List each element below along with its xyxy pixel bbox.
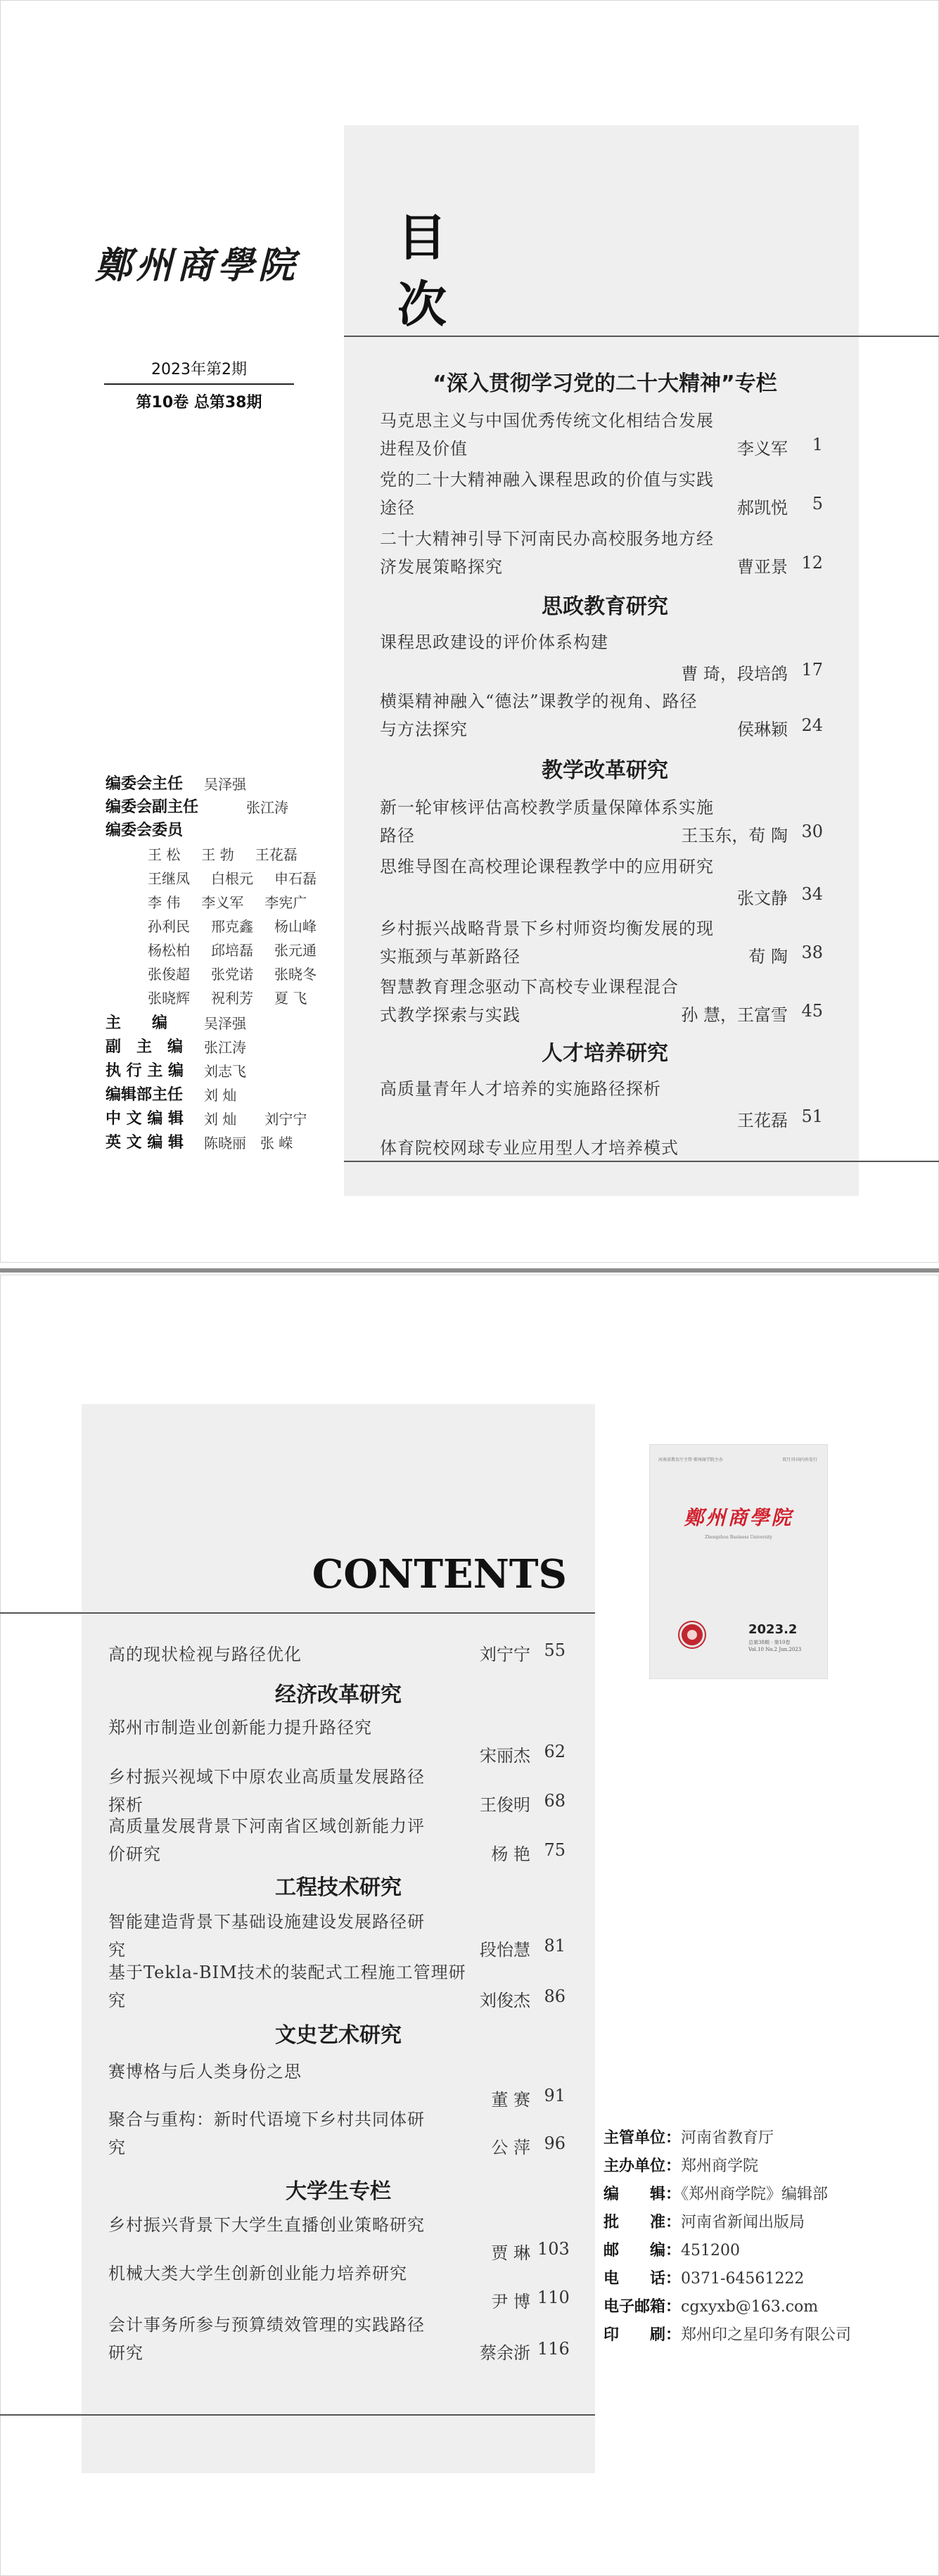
toc-entry-author: 侯琳颖 [737, 720, 788, 739]
toc-entry-page: 103 [537, 2239, 570, 2259]
issue-info [104, 357, 294, 412]
cover-subtitle: Zhengzhou Business University [705, 1535, 772, 1540]
editor-label: 主 编 [106, 1014, 168, 1032]
dept-head-label: 编辑部主任 [106, 1086, 184, 1104]
toc-entry-page: 38 [801, 943, 823, 962]
toc-entry[interactable] [380, 1075, 823, 1133]
toc-entry-author: 曹 琦，段培鸽 [681, 664, 788, 684]
toc-entry-page: 81 [544, 1936, 566, 1956]
section-heading-ideology: 思政教育研究 [542, 594, 668, 619]
cover-top-right-text: 双月刊·国内外发行 [782, 1458, 817, 1462]
toc-entry-author: 李义军 [737, 439, 788, 459]
toc-entry-title: 乡村振兴背景下大学生直播创业策略研究 [108, 2215, 425, 2235]
toc-entry-title: 高的现状检视与路径优化 [108, 1645, 302, 1664]
journal-logo-page-one: 鄭州商學院 [95, 244, 300, 287]
board-vice-label: 编委会副主任 [106, 798, 199, 816]
toc-entry[interactable] [380, 466, 823, 523]
toc-entry-author: 曹亚景 [737, 557, 788, 577]
deputy-editor-value: 张江涛 [204, 1039, 246, 1056]
toc-entry-title: 新一轮审核评估高校教学质量保障体系实施 路径 [380, 798, 714, 846]
toc-entry-title: 智慧教育理念驱动下高校专业课程混合 式教学探索与实践 [380, 977, 679, 1025]
toc-entry-page: 34 [801, 884, 823, 904]
toc-entry-page: 116 [537, 2339, 570, 2359]
toc-entry-page: 86 [544, 1987, 566, 2006]
chinese-editor-value: 刘 灿 刘宁宁 [204, 1111, 307, 1128]
toc-entry-page: 1 [812, 435, 823, 454]
toc-entry-author: 蔡余浙 [480, 2343, 530, 2363]
section-heading-student: 大学生专栏 [286, 2179, 391, 2204]
toc-entry-page: 62 [544, 1742, 566, 1761]
page-two-footer-line [0, 2414, 595, 2416]
board-chair-label: 编委会主任 [106, 775, 184, 793]
section-heading-talent: 人才培养研究 [542, 1041, 668, 1066]
toc-entry[interactable] [380, 628, 823, 686]
toc-entry[interactable] [380, 793, 823, 851]
page-divider [0, 1268, 939, 1273]
toc-entry-author: 孙 慧，王富雪 [681, 1005, 788, 1025]
toc-entry-title: 高质量发展背景下河南省区域创新能力评 价研究 [108, 1816, 425, 1864]
toc-entry-page: 96 [544, 2134, 566, 2153]
deputy-editor-label: 副 主 编 [106, 1038, 184, 1056]
toc-entry-page: 30 [801, 822, 823, 841]
toc-entry[interactable] [108, 2259, 570, 2317]
toc-entry-author: 尹 博 [491, 2292, 530, 2312]
toc-entry-author: 刘俊杰 [480, 1991, 530, 2010]
toc-entry-title: 郑州市制造业创新能力提升路径究 [108, 1718, 372, 1737]
toc-entry-author: 刘宁宁 [480, 1645, 530, 1664]
toc-entry-author: 荀 陶 [748, 947, 788, 967]
toc-entry-title: 乡村振兴战略背景下乡村师资均衡发展的现 实瓶颈与革新路径 [380, 919, 714, 967]
toc-entry-author: 杨 艳 [491, 1844, 530, 1864]
issue-year: 2023年第2期 [104, 357, 294, 385]
toc-entry-page: 45 [801, 1001, 823, 1021]
email-link[interactable]: cgxyxb@163.com [681, 2298, 819, 2316]
cover-issue-sub: 总第38期 · 第10卷 [748, 1640, 791, 1645]
toc-entry-title: 乡村振兴视域下中原农业高质量发展路径 探析 [108, 1767, 425, 1815]
contents-title: CONTENTS [312, 1551, 567, 1598]
toc-entry-page: 12 [801, 553, 823, 573]
publication-info: 主管单位：河南省教育厅 主办单位：郑州商学院 编 辑：《郑州商学院》编辑部 批 准：河南省新闻出版局 邮 编：451200 电 话：0371-64561222 电子邮箱：cgxyxb@163.com 印 刷：郑州印之星印务有限公司 [603, 2129, 852, 2344]
toc-entry[interactable] [380, 1134, 823, 1162]
contents-char-1: 目 [397, 208, 447, 267]
section-heading-engineering: 工程技术研究 [275, 1875, 402, 1900]
toc-entry-author: 王花磊 [737, 1111, 788, 1130]
toc-entry-title: 体育院校网球专业应用型人才培养模式 [380, 1138, 679, 1158]
toc-entry-title: 赛博格与后人类身份之思 [108, 2062, 302, 2081]
toc-entry-page: 5 [812, 494, 823, 514]
board-members-grid: 王 松 王 勃 王花磊 王继凤 白根元 申石磊 李 伟 李义军 李宪广 孙利民 邢克鑫 杨山峰 杨松柏 邱培磊 张元通 张俊超 张党诺 张晓冬 张晓辉 祝利芳 夏 飞 [148, 846, 317, 1007]
toc-entry-page: 55 [544, 1640, 566, 1660]
section-heading-teaching: 教学改革研究 [542, 758, 668, 783]
toc-entry-page: 68 [544, 1791, 566, 1811]
editorial-board [106, 772, 338, 1154]
cover-issue-sub2: Vol.10 No.2 Jun.2023 [748, 1647, 802, 1652]
page-one-header-line [344, 336, 939, 337]
section-heading-economy: 经济改革研究 [275, 1683, 402, 1707]
cover-issue: 2023.2 [748, 1622, 798, 1637]
toc-entry-page: 75 [544, 1840, 566, 1860]
dept-head-value: 刘 灿 [204, 1087, 237, 1104]
board-chair-value: 吴泽强 [204, 776, 246, 793]
toc-entry[interactable] [380, 914, 823, 972]
toc-entry[interactable] [108, 1812, 566, 1870]
toc-entry-author: 公 萍 [491, 2138, 530, 2157]
toc-entry-title: 聚合与重构：新时代语境下乡村共同体研 究 [108, 2110, 425, 2157]
toc-entry-title: 会计事务所参与预算绩效管理的实践路径 研究 [108, 2315, 425, 2363]
toc-entry[interactable] [108, 2311, 570, 2368]
toc-entry-author: 张文静 [737, 888, 788, 908]
emblem-center-icon [687, 1630, 697, 1640]
toc-entry[interactable] [380, 525, 823, 582]
toc-entry-page: 17 [801, 660, 823, 680]
special-column-heading: “深入贯彻学习党的二十大精神”专栏 [433, 371, 777, 396]
toc-entry-author: 段怡慧 [480, 1940, 530, 1960]
board-members-label: 编委会委员 [106, 822, 184, 839]
toc-entry-title: 党的二十大精神融入课程思政的价值与实践 途径 [380, 470, 714, 518]
section-heading-culture: 文史艺术研究 [275, 2023, 402, 2048]
toc-entry-title: 马克思主义与中国优秀传统文化相结合发展 进程及价值 [380, 411, 714, 459]
toc-entry-author: 王俊明 [480, 1795, 530, 1815]
english-editor-label: 英 文 编 辑 [106, 1134, 184, 1152]
toc-entry[interactable] [108, 1640, 566, 1669]
toc-entry-author: 董 赛 [491, 2090, 530, 2110]
issue-volume: 第10卷 总第38期 [136, 394, 262, 412]
toc-entry-title: 智能建造背景下基础设施建设发展路径研 究 [108, 1912, 425, 1960]
toc-entry-author: 贾 琳 [491, 2243, 530, 2263]
toc-entry[interactable] [108, 1958, 566, 2016]
toc-entry[interactable] [380, 407, 823, 464]
board-vice-value: 张江涛 [246, 799, 288, 816]
toc-entry[interactable] [380, 853, 823, 910]
toc-entry-title: 课程思政建设的评价体系构建 [380, 632, 608, 652]
toc-entry-title: 机械大类大学生创新创业能力培养研究 [108, 2264, 407, 2283]
toc-entry-author: 郝凯悦 [737, 498, 788, 518]
page-one-footer-line [344, 1161, 939, 1162]
toc-entry-page: 24 [801, 715, 823, 735]
toc-entry-page: 51 [801, 1107, 823, 1126]
editor-value: 吴泽强 [204, 1015, 246, 1032]
toc-entry[interactable] [380, 973, 823, 1031]
toc-entry[interactable] [108, 1908, 566, 1965]
toc-entry-author: 宋丽杰 [480, 1746, 530, 1766]
cover-thumbnail[interactable] [649, 1444, 828, 1679]
toc-entry-title: 基于Tekla-BIM技术的装配式工程施工管理研 究 [108, 1963, 466, 2010]
toc-entry-title: 思维导图在高校理论课程教学中的应用研究 [380, 857, 714, 876]
toc-entry-page: 91 [544, 2086, 566, 2105]
exec-editor-value: 刘志飞 [204, 1063, 246, 1080]
toc-entry-title: 高质量青年人才培养的实施路径探析 [380, 1079, 661, 1099]
toc-entry-title: 二十大精神引导下河南民办高校服务地方经 济发展策略探究 [380, 529, 714, 577]
english-editor-value: 陈晓丽 张 嵘 [204, 1135, 293, 1152]
contents-char-2: 次 [397, 275, 447, 333]
cover-title: 鄭州商學院 [684, 1506, 793, 1529]
contents-heading [397, 204, 447, 338]
toc-entry[interactable] [108, 2105, 566, 2163]
chinese-editor-label: 中 文 编 辑 [106, 1110, 184, 1128]
toc-entry-title: 横渠精神融入“德法”课教学的视角、路径 与方法探究 [380, 691, 698, 739]
cover-top-left-text: 河南省教育厅主管·郑州商学院主办 [658, 1458, 723, 1462]
page-two-header-line [0, 1612, 595, 1614]
toc-entry-page: 110 [537, 2288, 570, 2307]
toc-entry-author: 王玉东，荀 陶 [681, 826, 788, 846]
toc-entry[interactable] [380, 687, 823, 745]
exec-editor-label: 执 行 主 编 [106, 1062, 184, 1080]
